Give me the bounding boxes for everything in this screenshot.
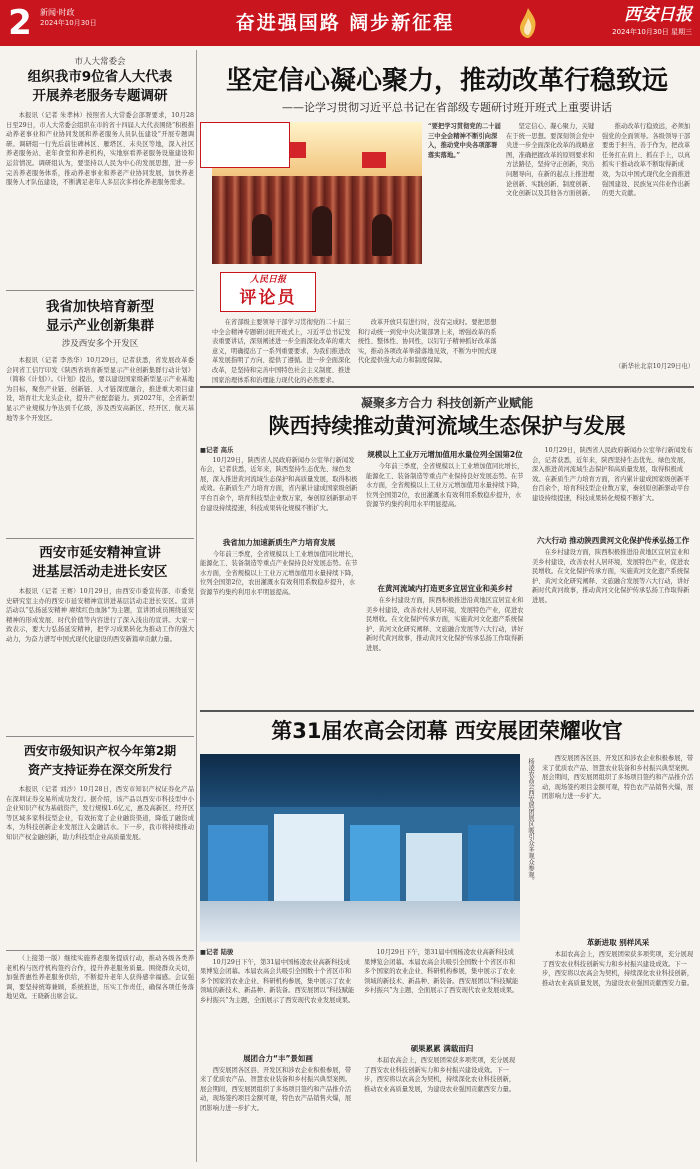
mid-subhead-2: 规模以上工业万元增加值用水量位列全国第2位 [367,450,523,459]
left-article-3 [6,544,194,725]
divider [6,950,194,951]
mid-col-1 [200,446,358,702]
photo-stand [350,825,400,900]
article-headline-line-2: 显示产业创新集群 [46,318,154,334]
divider [6,538,194,539]
photo-stand [208,825,268,900]
bottom-col-1-text: 10月29日下午，第31届中国杨凌农业高新科技成果博览会闭幕。本届农高会共吸引全国数十个省区市和多个国家的农业企业、科研机构参展，集中展示了农业领域的新技术、新品种、新装备。西安展团以“科技赋能 乡村振兴”为主题，全面展示了西安现代农业发展成果。 [200,958,355,1004]
left-article-1 [6,56,194,279]
mid-col-3-text: 10月29日，陕西省人民政府新闻办公室举行新闻发布会，记者获悉，近年来，陕西坚持生态优先、绿色发展，深入推进黄河流域生态保护和高质量发展，取得积极成效。在新质生产力培育方面，省内累计建成国家级创新平台百余个，培育科技型企业数万家，秦创原创新驱动平台建设持续提速，科技成果转化规模不断扩大。 [532,447,693,502]
bottom-subhead-2: 硕果累累 满载而归 [410,1044,474,1053]
mid-subhead-3: 在黄河流域内打造更多宜居宜业和美乡村 [377,584,513,593]
bottom-subhead-3: 革新进取 别样风采 [586,938,650,947]
mid-col-2-text-b: 在乡村建设方面，陕西积极推进沿黄地区宜居宜业和美乡村建设，改善农村人居环境，发展特色产业，促进农民增收。在文化保护传承方面，实施黄河文化遗产系统保护、黄河文化研究阐释、文旅融合发展等六大行动，讲好新时代黄河故事，推动黄河文化保护传承弘扬工作取得新进展。 [366,597,524,652]
page-number: 2 [4,3,36,43]
left-article-5 [6,954,194,1159]
masthead-slogan: 奋进强国路 阔步新征程 [235,12,455,34]
section-divider [200,386,694,388]
top-article [200,64,694,382]
photo-figure [252,214,272,256]
badge-publisher: 人民日报 [249,275,286,285]
masthead [0,0,700,46]
mid-headline: 陕西持续推动黄河流域生态保护与发展 [268,414,626,438]
mid-byline: ■记者 高乐 [200,447,234,454]
top-headline: 坚定信心凝心聚力，推动改革行稳致远 [225,66,668,96]
commentator-badge [200,122,290,168]
article-body: 本报讯（记者 李然华）10月29日，记者获悉，省发展改革委会同省工信厅印发《陕西省培育新型显示产业创新集群行动计划》（简称《计划》）。《计划》提出，要以建设国家级新型显示产业基地为目标，聚焦产业链、创新链、人才链深度融合，推进重大项目建设，培育壮大龙头企业，提升产业配套能力。到2027年，全省新型显示产业规模力争达到千亿级，涉及西安高新区、经开区、航天基地等多个开发区。 [6,357,194,422]
article-headline-line-1: 组织我市9位省人大代表 [27,69,173,85]
article-headline-line-2: 进基层活动走进长安区 [32,564,168,580]
top-source: （新华社北京10月29日电） [615,363,694,370]
photo-stand [274,814,344,900]
bottom-col-2 [364,948,520,1162]
top-col-2: 改革开放只有进行时，没有完成时。要把思想和行动统一到党中央决策部署上来，增强改革的系统性、整体性、协同性，以钉钉子精神抓好改革落实，推动各项改革举措落地见效，不断为中国式现代化提供强大动力和制度保障。 [358,319,497,365]
article-body: 本报讯（记者 王赛）10月29日，由西安市委宣传部、市委党史研究室主办的西安市延安精神宣讲进基层活动走进长安区。宣讲活动以“弘扬延安精神 赓续红色血脉”为主题，宣讲团成员围绕延安精神的形成发展、时代价值等内容进行了深入浅出的宣讲。大家一致表示，要大力弘扬延安精神，把学习成果转化为推动工作的强大动力，为奋力谱写中国式现代化建设的西安新篇章贡献力量。 [6,588,194,643]
article-kicker: 市人大常委会 [74,57,126,67]
commentator-badge-box [220,272,316,312]
article-headline-line-1: 我省加快培育新型 [46,299,154,315]
left-article-2 [6,298,194,534]
bottom-col-right-text-b: 本届农高会上，西安展团荣获多项奖项，充分展现了西安农业科技创新实力和乡村振兴建设成效。下一步，西安将以农高会为契机，持续深化农业科技创新，推动农业高质量发展，为建设农业强国贡献西安力量。 [542,951,694,987]
top-col-1: 在省部级主要领导干部学习贯彻党的二十届三中全会精神专题研讨班开班式上，习近平总书记发表重要讲话，深刻阐述进一步全面深化改革的重大意义，明确提出了一系列重要要求，为我们推进改革发展指明了方向、提供了遵循。进一步全面深化改革，是坚持和完善中国特色社会主义制度、推进国家治理体系和治理能力现代化的必然要求。 [212,319,351,384]
article-body: （上接第一版）继续实施养老服务提质行动，推动各级各类养老机构与医疗机构签约合作，提升养老服务质量。围绕群众关切，加强普惠性养老服务供给，不断提升老年人获得感幸福感。会议强调，要坚持统筹兼顾，系统推进，压实工作责任，确保各项任务落地见效。王晓新出席会议。 [6,955,194,1001]
mid-kicker: 凝聚多方合力 科技创新产业赋能 [360,396,534,410]
top-col-3: 坚定信心、凝心聚力，关键在于统一思想。要深刻领会党中央进一步全面深化改革的战略意图，准确把握改革的原则要求和方法路径，坚持守正创新，突出问题导向，在新的起点上推进理论创新、实践创新、制度创新、文化创新以及其他各方面创新。 [506,123,595,198]
photo-floor [200,901,520,942]
flag-icon [362,152,386,168]
article-headline-line-1: 西安市级知识产权今年第2期 [23,744,177,758]
top-quote: “要把学习贯彻党的二十届三中全会精神不断引向深入，推动党中央各项部署落实落地。” [428,123,501,159]
bottom-byline: ■记者 陆骏 [200,949,234,956]
bottom-col-2-text-b: 本届农高会上，西安展团荣获多项奖项，充分展现了西安农业科技创新实力和乡村振兴建设成效。下一步，西安将以农高会为契机，持续深化农业科技创新，推动农业高质量发展，为建设农业强国贡献西安力量。 [364,1057,516,1093]
bottom-col-right-text: 西安展团各区县、开发区和涉农企业积极参展，带来了优质农产品、智慧农业装备和乡村振兴典型案例。展会期间，西安展团组织了多场项目签约和产品推介活动，现场签约项目金额可观，特色农产品销售火爆，展团影响力进一步扩大。 [542,755,694,801]
top-subtitle: ——论学习贯彻习近平总书记在省部级专题研讨班开班式上重要讲话 [282,101,612,114]
article-headline-line-1: 西安市延安精神宣讲 [39,545,161,561]
article-body: 本报讯（记者 刘沙）10月28日，西安市知识产权证券化产品在深圳证券交易所成功发行。据介绍，该产品以西安市科技型中小企业知识产权为基础资产，发行规模1.6亿元，惠及高新区、经开区等区域多家科技型企业，有效拓宽了企业融资渠道，降低了融资成本，为科技创新企业发展注入金融活水。下一步，我市将持续推动知识产权金融创新，助力科技型企业高质量发展。 [6,786,194,841]
divider [6,290,194,291]
top-article-body [200,122,694,384]
bottom-col-1-text-b: 西安展团各区县、开发区和涉农企业积极参展，带来了优质农产品、智慧农业装备和乡村振兴典型案例。展会期间，西安展团组织了多场项目签约和产品推介活动，现场签约项目金额可观，特色农产品销售火爆，展团影响力进一步扩大。 [200,1066,352,1112]
article-headline-line-2: 资产支持证券在深交所发行 [27,763,172,777]
section-label [40,7,150,28]
section-divider [200,710,694,712]
article-subtitle: 涉及西安多个开发区 [61,339,139,349]
exhibition-photo [200,754,520,942]
mid-col-2 [366,446,524,702]
bottom-subhead-1: 展团合力“丰”景如画 [243,1053,313,1063]
divider [6,736,194,737]
mid-col-3 [532,446,694,702]
mid-subhead-1: 我省加力加速新质生产力培育发展 [222,537,336,547]
issue-date: 2024年10月30日 星期三 [612,28,692,36]
bottom-headline: 第31届农高会闭幕 西安展团荣耀收官 [271,719,623,743]
photo-caption: 杨凌农高会西安展团展区吸引众多观众参观。 [527,758,534,884]
column-rule [196,50,197,1162]
photo-figure [312,206,332,256]
paper-logo: 西安日报 [624,5,692,25]
top-col-4: 推动改革行稳致远，必须加强党的全面领导。各级领导干部要勇于担当、善于作为，把改革任务扛在肩上、抓在手上，以真抓实干推动改革不断取得新成效，为以中国式现代化全面推进强国建设、民族复兴伟业作出新的更大贡献。 [602,123,691,198]
photo-ceiling [200,754,520,807]
photo-stand [468,825,514,900]
mid-subhead-4: 六大行动 推动陕西黄河文化保护传承弘扬工作 [536,536,690,545]
bottom-col-2-text: 10月29日下午，第31届中国杨凌农业高新科技成果博览会闭幕。本届农高会共吸引全国数十个省区市和多个国家的农业企业、科研机构参展，集中展示了农业领域的新技术、新品种、新装备。西安展团以“科技赋能 乡村振兴”为主题，全面展示了西安现代农业发展成果。 [364,949,519,995]
photo-stand [406,833,462,901]
badge-title: 评论员 [239,288,297,308]
mid-col-3-text-b: 在乡村建设方面，陕西积极推进沿黄地区宜居宜业和美乡村建设，改善农村人居环境，发展特色产业，促进农民增收。在文化保护传承方面，实施黄河文化遗产系统保护、黄河文化研究阐释、文旅融合发展等六大行动，讲好新时代黄河故事，推动黄河文化保护传承弘扬工作取得新进展。 [532,549,690,604]
mid-col-2-text: 今年前三季度，全省规模以上工业增加值同比增长，能源化工、装备制造等重点产业保持良好发展态势。在节水方面，全省规模以上工业万元增加值用水量持续下降，位列全国第2位，农田灌溉水有效利用系数稳步提升，水资源节约集约利用水平明显提高。 [366,463,524,509]
left-article-4 [6,742,194,945]
bottom-col-right [542,754,694,1162]
masthead-right [542,4,692,38]
article-headline-line-2: 开展养老服务专题调研 [32,88,168,104]
section-line-2: 2024年10月30日 [40,19,97,27]
flame-emblem-icon [515,6,541,40]
mid-col-1-text-b: 今年前三季度，全省规模以上工业增加值同比增长，能源化工、装备制造等重点产业保持良好发展态势。在节水方面，全省规模以上工业万元增加值用水量持续下降，位列全国第2位，农田灌溉水有效利用系数稳步提升，水资源节约集约利用水平明显提高。 [200,550,358,596]
article-body: 本报讯（记者 朱孝林）按照省人大常委会部署要求，10月28日至29日，市人大常委会组织在市的省十四届人大代表围绕“积极推动养老事业和产业协同发展和养老服务人员队伍建设”开展专题调研。调研组一行先后前往碑林区、雁塔区、未央区等地，深入社区养老服务站、老年食堂和养老机构，实地察看养老服务设施建设和运营情况。调研组认为，要坚持以人民为中心的发展思想，进一步完善养老服务体系，推动养老事业和养老产业协同发展，加快养老服务人才队伍建设，不断满足老年人多层次多样化养老服务需求。 [6,112,194,187]
mid-col-1-text: 10月29日，陕西省人民政府新闻办公室举行新闻发布会，记者获悉，近年来，陕西坚持生态优先、绿色发展，深入推进黄河流域生态保护和高质量发展，取得积极成效。在新质生产力培育方面，省内累计建成国家级创新平台百余个，培育科技型企业数万家，秦创原创新驱动平台建设持续提速，科技成果转化规模不断扩大。 [200,456,358,512]
bottom-col-1 [200,948,356,1162]
section-line-1: 新闻·时政 [40,8,75,17]
photo-figure [372,214,392,256]
bottom-article [200,716,694,1164]
mid-article [200,394,694,704]
